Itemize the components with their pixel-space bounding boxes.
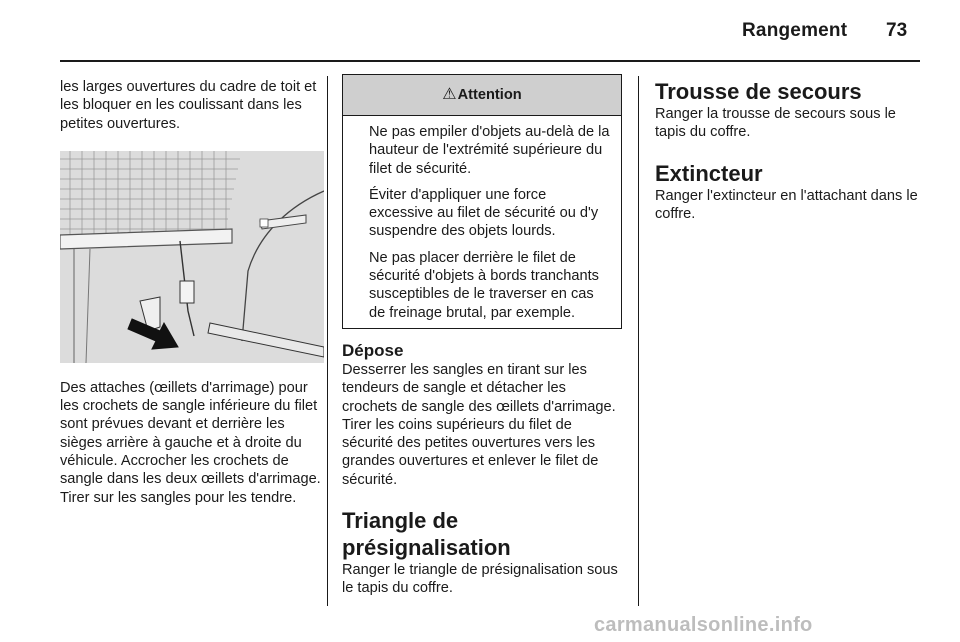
column-right xyxy=(655,78,927,223)
column-divider-left xyxy=(327,76,328,606)
triangle-heading: Triangle de présignalisation xyxy=(342,508,511,561)
intro-paragraph: les larges ouvertures du cadre de toit et les bloquer en les coulissant dans les petites ouvertures. xyxy=(60,79,317,132)
warning-paragraph: Éviter d'appliquer une force excessive au filet de sécurité ou d'y suspendre des objets lourds. xyxy=(369,186,599,240)
warning-body xyxy=(343,116,621,328)
extincteur-heading: Extincteur xyxy=(655,160,763,186)
header-divider xyxy=(60,60,920,62)
safety-net-illustration xyxy=(60,151,324,363)
watermark: carmanualsonline.info xyxy=(594,614,813,636)
extincteur-text: Ranger l'extincteur en l'attachant dans le coffre. xyxy=(655,187,918,222)
warning-paragraph: Ne pas empiler d'objets au-delà de la hauteur de l'extrémité supérieure du filet de sécurité. xyxy=(369,124,610,177)
warning-title: Attention xyxy=(457,86,522,103)
depose-heading: Dépose xyxy=(342,340,404,360)
depose-text: Desserrer les sangles en tirant sur les tendeurs de sangle et détacher les crochets de sangle des œillets d'arrimage. Tirer les coins supérieurs du filet de sécurité des petites ouvertures vers les grandes ouvertures et enlever le filet de sécurité. xyxy=(342,361,616,488)
warning-icon: ⚠ xyxy=(442,85,457,103)
attachment-paragraph: Des attaches (œillets d'arrimage) pour les crochets de sangle inférieure du filet sont prévues devant et derrière les sièges arrière à gauche et à droite du véhicule. Accrocher les crochets de sangle dans les deux œillets d'arrimage. Tirer sur les sangles pour les tendre. xyxy=(60,379,321,506)
warning-header xyxy=(343,75,621,116)
column-middle xyxy=(342,74,624,598)
page-header-title: Rangement xyxy=(742,20,848,41)
page-number: 73 xyxy=(886,20,908,41)
column-left xyxy=(60,78,326,507)
trousse-text: Ranger la trousse de secours sous le tapis du coffre. xyxy=(655,106,896,141)
warning-paragraph: Ne pas placer derrière le filet de sécurité d'objets à bords tranchants susceptibles de le traverser en cas de freinage brutal, par exemple. xyxy=(369,249,599,321)
trousse-heading: Trousse de secours xyxy=(655,79,862,104)
warning-box xyxy=(342,74,622,329)
column-divider-right xyxy=(638,76,639,606)
triangle-text: Ranger le triangle de présignalisation sous le tapis du coffre. xyxy=(342,562,618,597)
